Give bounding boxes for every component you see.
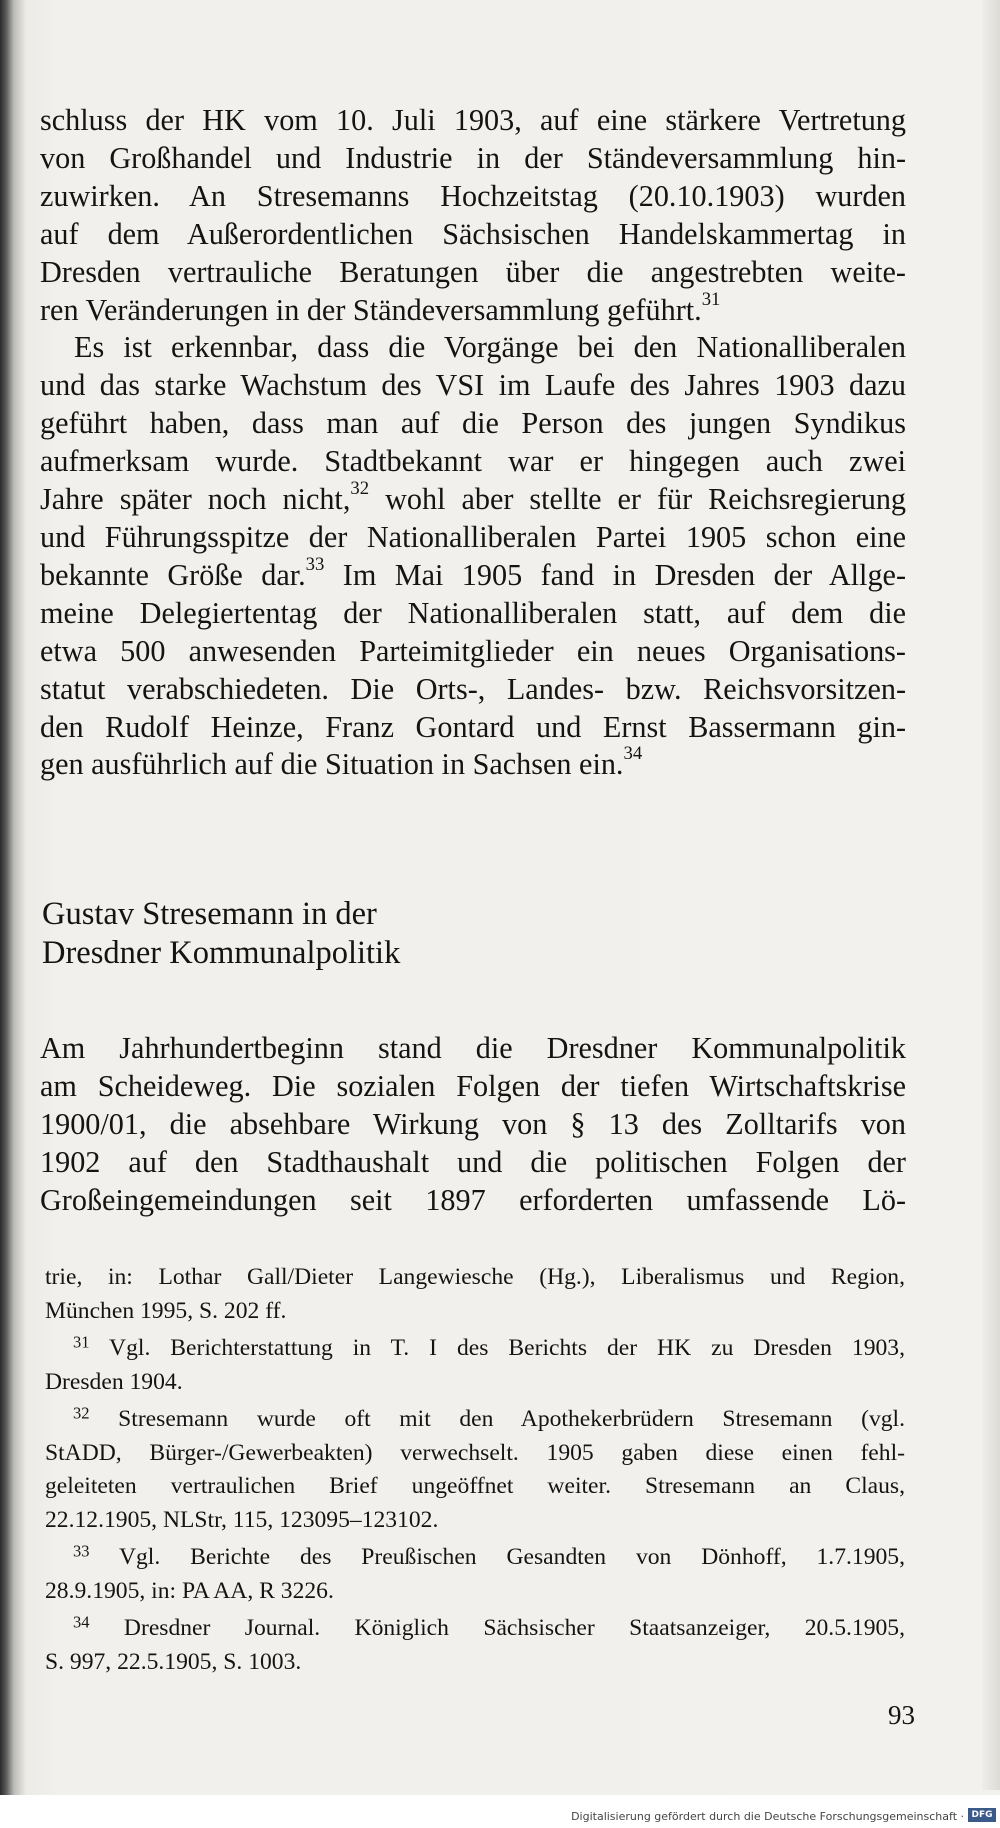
heading-line-2: Dresdner Kommunalpolitik (42, 935, 401, 971)
text-fragment: gen ausführlich auf die Situation in Sachsen ein. (40, 747, 624, 782)
text-line: etwa 500 anwesenden Parteimitglieder ein neues Organisations- (40, 633, 906, 668)
section-heading (42, 895, 902, 973)
footnote-number: 32 (73, 1403, 90, 1423)
footnotes (45, 1262, 905, 1680)
footnote-text: Dresdner Journal. Königlich Sächsischer Staatsanzeiger, 20.5.1905, (89, 1615, 905, 1641)
footnote-line: S. 997, 22.5.1905, S. 1003. (45, 1648, 302, 1675)
heading-line-1: Gustav Stresemann in der (42, 896, 377, 932)
text-line: 1902 auf den Stadthaushalt und die politischen Folgen der (40, 1144, 906, 1179)
text-line (40, 743, 906, 784)
page-number: 93 (888, 1700, 915, 1730)
text-line: von Großhandel und Industrie in der Ständeversammlung hin- (40, 140, 906, 175)
footnote-line: 28.9.1905, in: PA AA, R 3226. (45, 1577, 334, 1604)
text-line: schluss der HK vom 10. Juli 1903, auf eine stärkere Vertretung (40, 103, 906, 137)
text-line: und das starke Wachstum des VSI im Laufe des Jahres 1903 dazu (40, 368, 906, 403)
footnote-line: trie, in: Lothar Gall/Dieter Langewiesche (Hg.), Liberalismus und Region, (45, 1264, 905, 1290)
text-fragment: ren Veränderungen in der Ständeversammlung geführt. (40, 292, 702, 327)
footnote-ref-34: 34 (623, 743, 643, 765)
footnote-32 (45, 1404, 905, 1436)
text-line: und Führungsspitze der Nationalliberalen Partei 1905 schon eine (40, 519, 906, 554)
text-line: geführt haben, dass man auf die Person des jungen Syndikus (40, 406, 906, 441)
footnote-number: 33 (73, 1541, 90, 1561)
footnote-line: Dresden 1904. (45, 1368, 183, 1395)
text-fragment: Jahre später noch nicht, (40, 482, 351, 517)
footnote-ref-32: 32 (350, 478, 370, 500)
footnote-number: 34 (73, 1612, 90, 1632)
footnote-number: 31 (73, 1332, 90, 1352)
footnote-line: geleiteten vertraulichen Brief ungeöffnet weiter. Stresemann an Claus, (45, 1473, 905, 1499)
text-line: aufmerksam wurde. Stadtbekannt war er hingegen auch zwei (40, 444, 906, 479)
footnote-ref-33: 33 (305, 553, 325, 575)
text-line: zuwirken. An Stresemanns Hochzeitstag (20.10.1903) wurden (40, 178, 906, 213)
body-text-block-2 (40, 1030, 906, 1220)
text-line: statut verabschiedeten. Die Orts-, Landes- bzw. Reichsvorsitzen- (40, 671, 906, 706)
footnote-33 (45, 1542, 905, 1574)
body-text-block-1 (40, 102, 906, 784)
footnote-line: München 1995, S. 202 ff. (45, 1297, 287, 1324)
footnote-text: Vgl. Berichterstattung in T. I des Berichts der HK zu Dresden 1903, (89, 1335, 905, 1361)
page-edge-shadow (982, 0, 1000, 1790)
text-line (40, 478, 907, 519)
text-line: meine Delegiertentag der Nationalliberalen statt, auf dem die (40, 595, 906, 630)
dfg-logo: DFG (968, 1808, 996, 1822)
footnote-31 (45, 1333, 905, 1365)
footnote-text: Stresemann wurde oft mit den Apothekerbrüdern Stresemann (vgl. (89, 1406, 905, 1432)
text-fragment: bekannte Größe dar. (40, 557, 306, 592)
text-line: Am Jahrhundertbeginn stand die Dresdner Kommunalpolitik (40, 1031, 906, 1065)
text-line (40, 288, 906, 330)
text-line: Dresden vertrauliche Beratungen über die angestrebten weite- (40, 254, 906, 289)
footnote-line: StADD, Bürger-/Gewerbeakten) verwechselt. 1905 gaben diese einen fehl- (45, 1439, 905, 1466)
footnote-line: 22.12.1905, NLStr, 115, 123095–123102. (45, 1506, 439, 1533)
text-line: 1900/01, die absehbare Wirkung von § 13 des Zolltarifs von (40, 1106, 906, 1141)
text-line: Es ist erkennbar, dass die Vorgänge bei den Nationalliberalen (74, 330, 906, 365)
text-line: auf dem Außerordentlichen Sächsischen Handelskammertag in (40, 216, 906, 251)
footnote-text: Vgl. Berichte des Preußischen Gesandten von Dönhoff, 1.7.1905, (89, 1544, 905, 1570)
text-fragment: wohl aber stellte er für Reichsregierung (369, 482, 907, 517)
footnote-34 (45, 1613, 905, 1645)
digitization-credit: Digitalisierung gefördert durch die Deutsche Forschungsgemeinschaft · (571, 1810, 964, 1823)
text-line: Großeingemeindungen seit 1897 erforderten umfassende Lö- (40, 1182, 906, 1217)
text-line: am Scheideweg. Die sozialen Folgen der tiefen Wirtschaftskrise (40, 1068, 906, 1103)
footnote-ref-31: 31 (701, 288, 721, 310)
text-fragment: Im Mai 1905 fand in Dresden der Allge- (324, 557, 906, 592)
text-line (40, 553, 906, 595)
text-line: den Rudolf Heinze, Franz Gontard und Ernst Bassermann gin- (40, 709, 906, 744)
